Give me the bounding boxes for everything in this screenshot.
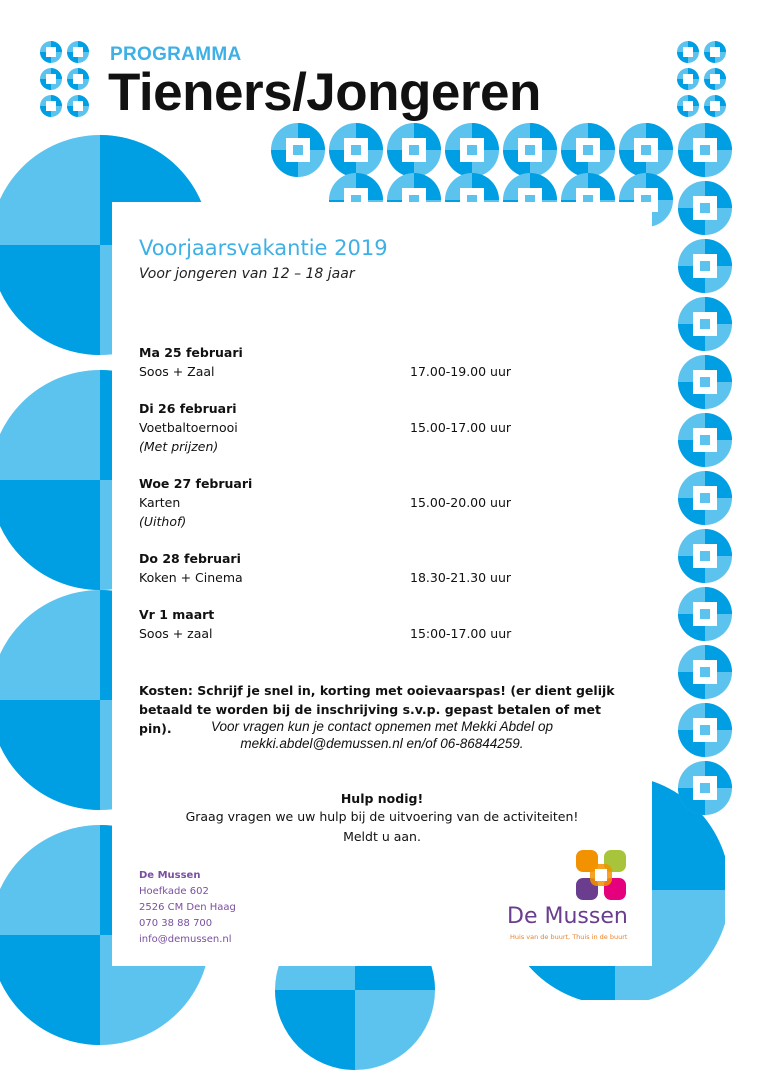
help-line-1: Graag vragen we uw hulp bij de uitvoering van de activiteiten! [185, 809, 579, 824]
schedule-activity: Koken + Cinema [139, 570, 243, 585]
page-title: Tieners/Jongeren [108, 63, 541, 122]
schedule-activity: Soos + Zaal [139, 364, 215, 379]
schedule-activity: Voetbaltoernooi [139, 420, 238, 435]
schedule-day: Vr 1 maart [139, 607, 215, 622]
help-line-2: Meldt u aan. [343, 829, 421, 844]
programma-label: PROGRAMMA [110, 44, 242, 65]
address-street: Hoefkade 602 [139, 886, 209, 897]
schedule-day: Di 26 februari [139, 401, 237, 416]
schedule-day: Woe 27 februari [139, 476, 253, 491]
program-card [112, 202, 652, 966]
schedule-note: (Met prijzen) [139, 439, 219, 454]
costs-text: Kosten: Schrijf je snel in, korting met ooievaarspas! (er dient gelijk betaald te worden bij de inschrijving s.v.p. gepast betalen of met pin). [139, 683, 615, 736]
logo-name: De Mussen [507, 904, 628, 929]
schedule-activity: Soos + zaal [139, 626, 213, 641]
schedule-day: Do 28 februari [139, 551, 241, 566]
address-city: 2526 CM Den Haag [139, 902, 236, 913]
schedule-time: 15.00-20.00 uur [410, 495, 512, 510]
schedule-time: 15.00-17.00 uur [410, 420, 512, 435]
help-heading: Hulp nodig! [340, 791, 424, 806]
address-phone: 070 38 88 700 [139, 918, 213, 929]
address-name: De Mussen [139, 870, 201, 881]
card-title: Voorjaarsvakantie 2019 [139, 236, 388, 260]
schedule-time: 18.30-21.30 uur [410, 570, 512, 585]
schedule-day: Ma 25 februari [139, 345, 243, 360]
schedule-time: 15:00-17.00 uur [410, 626, 512, 641]
de-mussen-logo-icon [574, 848, 628, 902]
contact-line-1: Voor vragen kun je contact opnemen met Mekki Abdel op [211, 719, 553, 734]
schedule-time: 17.00-19.00 uur [410, 364, 512, 379]
contact-line-2: mekki.abdel@demussen.nl en/of 06-86844259. [240, 736, 524, 751]
schedule-note: (Uithof) [139, 514, 187, 529]
address-email: info@demussen.nl [139, 934, 232, 945]
logo-tagline: Huis van de buurt, Thuis in de buurt [510, 933, 628, 941]
card-subtitle: Voor jongeren van 12 – 18 jaar [139, 266, 355, 282]
schedule-activity: Karten [139, 495, 181, 510]
